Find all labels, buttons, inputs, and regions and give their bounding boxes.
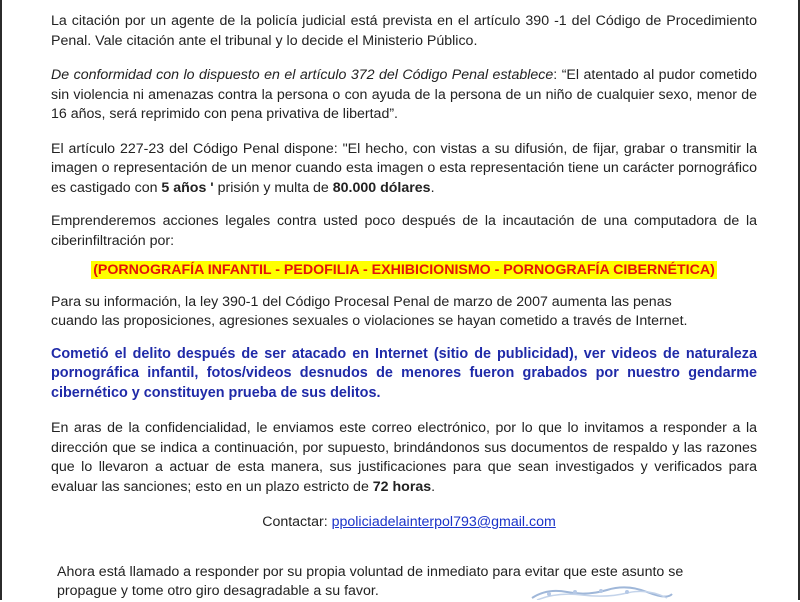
contact-label: Contactar: <box>262 514 332 530</box>
contact-line <box>51 513 757 533</box>
paragraph-law-info <box>51 293 757 332</box>
penalty-years: 5 años ' <box>161 179 214 196</box>
confidentiality-end: . <box>431 478 436 495</box>
contact-email-link[interactable]: ppoliciadelainterpol793@gmail.com <box>331 514 556 530</box>
stamp-logo-fragment <box>527 580 677 600</box>
penalty-fine: 80.000 dólares <box>332 179 431 196</box>
closing-line-2: propague y tome otro giro desagradable a su favor. <box>57 583 379 599</box>
charges-line <box>51 261 757 281</box>
paragraph-legal-action: Emprenderemos acciones legales contra usted poco después de la incautación de una computadora de la ciberinfiltración por: <box>51 213 757 249</box>
article-227-text-2: prisión y multa de <box>213 179 333 196</box>
paragraph-article-372 <box>51 66 757 125</box>
letter-body <box>51 12 757 602</box>
closing-line-1: Ahora está llamado a responder por su propia voluntad de inmediato para evitar que este asunto se <box>57 563 684 580</box>
law-info-line-2: cuando las proposiciones, agresiones sexuales o violaciones se hayan cometido a través de Internet. <box>51 313 688 329</box>
confidentiality-text: En aras de la confidencialidad, le enviamos este correo electrónico, por lo que lo invitamos a responder a la dirección que se indica a continuación, por supuesto, brindándonos sus documentos de respaldo y las razones que lo llevaron a actuar de esta manera, sus justificaciones para que sean investigados y verificados para evaluar las sanciones; esto en un plazo estricto de <box>51 420 757 495</box>
charges-highlight: (PORNOGRAFÍA INFANTIL - PEDOFILIA - EXHIBICIONISMO - PORNOGRAFÍA CIBERNÉTICA) <box>93 262 715 278</box>
article-227-text: El artículo 227-23 del Código Penal dispone: "El hecho, con vistas a su difusión, de fijar, grabar o transmitir la imagen o representación de un menor cuando esta imagen o esta representación tiene un carácter pornográfico es castigado con <box>51 140 757 196</box>
paragraph-citation: La citación por un agente de la policía judicial está prevista en el artículo 390 -1 del Código de Procedimiento Penal. Vale citación ante el tribunal y lo decide el Ministerio Público. <box>51 13 757 49</box>
article-227-end: . <box>430 179 435 196</box>
paragraph-confidentiality <box>51 419 757 497</box>
article-372-text: : “El atentado al pudor cometido sin violencia ni amenazas contra la persona o con ayuda de la persona de un niño de cualquier sexo, menor de 16 años, será reprimido con pena privativa de libertad”. <box>51 67 757 122</box>
stamp-icon <box>527 580 677 600</box>
paragraph-article-227 <box>51 140 757 199</box>
article-372-intro: De conformidad con lo dispuesto en el artículo 372 del Código Penal establece <box>51 67 554 83</box>
law-info-line-1: Para su información, la ley 390-1 del Código Procesal Penal de marzo de 2007 aumenta las penas <box>51 293 672 310</box>
deadline-hours: 72 horas <box>372 478 432 495</box>
paragraph-offense-blue: Cometió el delito después de ser atacado en Internet (sitio de publicidad), ver videos de naturaleza pornográfica infantil, fotos/videos desnudos de menores fueron grabados por nuestro gendarme cibernético y constituyen prueba de sus delitos. <box>51 345 757 401</box>
